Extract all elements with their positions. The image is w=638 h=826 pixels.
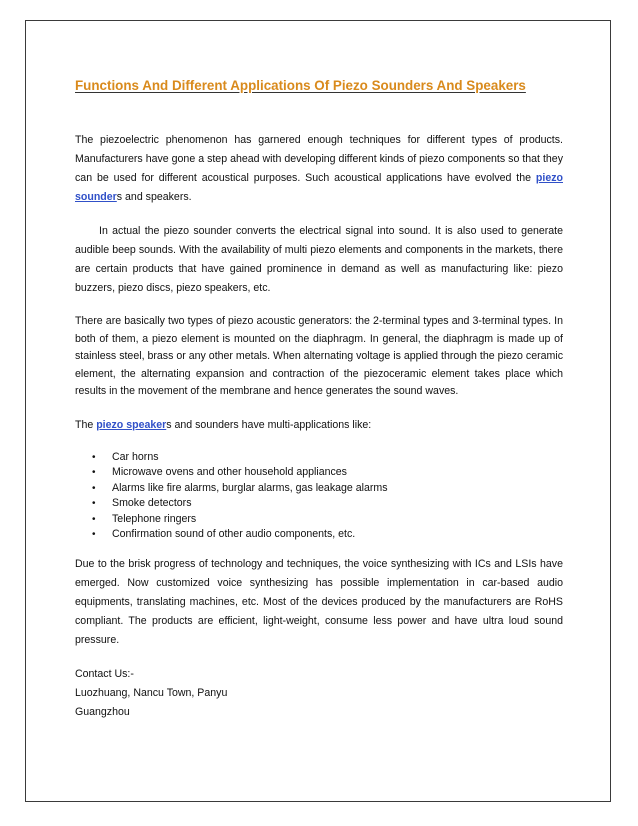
list-item: • Telephone ringers: [75, 512, 563, 528]
contact-address-line: Luozhuang, Nancu Town, Panyu: [75, 687, 228, 700]
list-item: • Car horns: [75, 450, 563, 466]
list-item: • Smoke detectors: [75, 496, 563, 512]
bullet-icon: •: [92, 467, 96, 479]
bullet-icon: •: [92, 529, 96, 541]
bullet-icon: •: [92, 498, 96, 510]
list-item: • Microwave ovens and other household appliances: [75, 465, 563, 481]
paragraph-intro-tail: s and speakers.: [116, 191, 192, 203]
paragraph-voice-synthesizing: Due to the brisk progress of technology and techniques, the voice synthesizing with ICs and LSIs have emerged. Now customized voice synthesizing has possible implementation in car-based audio equipments, translating machines, etc. Most of the devices produced by the manufacturers are RoHS compliant. The products are efficient, light-weight, consume less power and have ultra loud sound pressure.: [75, 558, 563, 647]
contact-block: [75, 665, 563, 722]
document-title: Functions And Different Applications Of Piezo Sounders And Speakers: [75, 78, 526, 93]
paragraph-function: In actual the piezo sounder converts the electrical signal into sound. It is also used to generate audible beep sounds. With the availability of multi piezo elements and components in the markets, there are certain products that have gained prominence in demand as well as manufacturing like: piezo buzzers, piezo discs, piezo speakers, etc.: [75, 225, 563, 294]
paragraph-intro: [75, 131, 563, 207]
piezo-speaker-link[interactable]: piezo speaker: [96, 418, 167, 431]
bullet-icon: •: [92, 482, 96, 494]
list-item: • Alarms like fire alarms, burglar alarms, gas leakage alarms: [75, 481, 563, 497]
bullet-icon: •: [92, 451, 96, 463]
document-body: [75, 78, 563, 722]
contact-heading: Contact Us:-: [75, 668, 134, 681]
paragraph-applications-intro: [75, 416, 563, 435]
list-item: • Confirmation sound of other audio components, etc.: [75, 527, 563, 543]
paragraph-generators: There are basically two types of piezo acoustic generators: the 2-terminal types and 3-terminal types. In both of them, a piezo element is mounted on the diaphragm. In general, the diaphragm is made up of stainless steel, brass or any other metals. When alternating voltage is applied through the piezo ceramic element, the alternating expansion and contraction of the piezoceramic element takes place which results in the movement of the membrane and hence generates the sound waves.: [75, 315, 563, 397]
applications-list: [75, 450, 563, 544]
applications-intro-text: The: [75, 418, 97, 431]
contact-city: Guangzhou: [75, 706, 130, 719]
bullet-icon: •: [92, 513, 96, 525]
piezo-sounder-link[interactable]: piezo sounder: [75, 172, 563, 203]
paragraph-intro-text: The piezoelectric phenomenon has garnered enough techniques for different types of products. Manufacturers have gone a step ahead with developing different kinds of piezo components so that they can be used for different acoustical purposes. Such acoustical applications have evolved the: [75, 134, 563, 184]
applications-intro-tail: s and sounders have multi-applications like:: [166, 418, 372, 431]
